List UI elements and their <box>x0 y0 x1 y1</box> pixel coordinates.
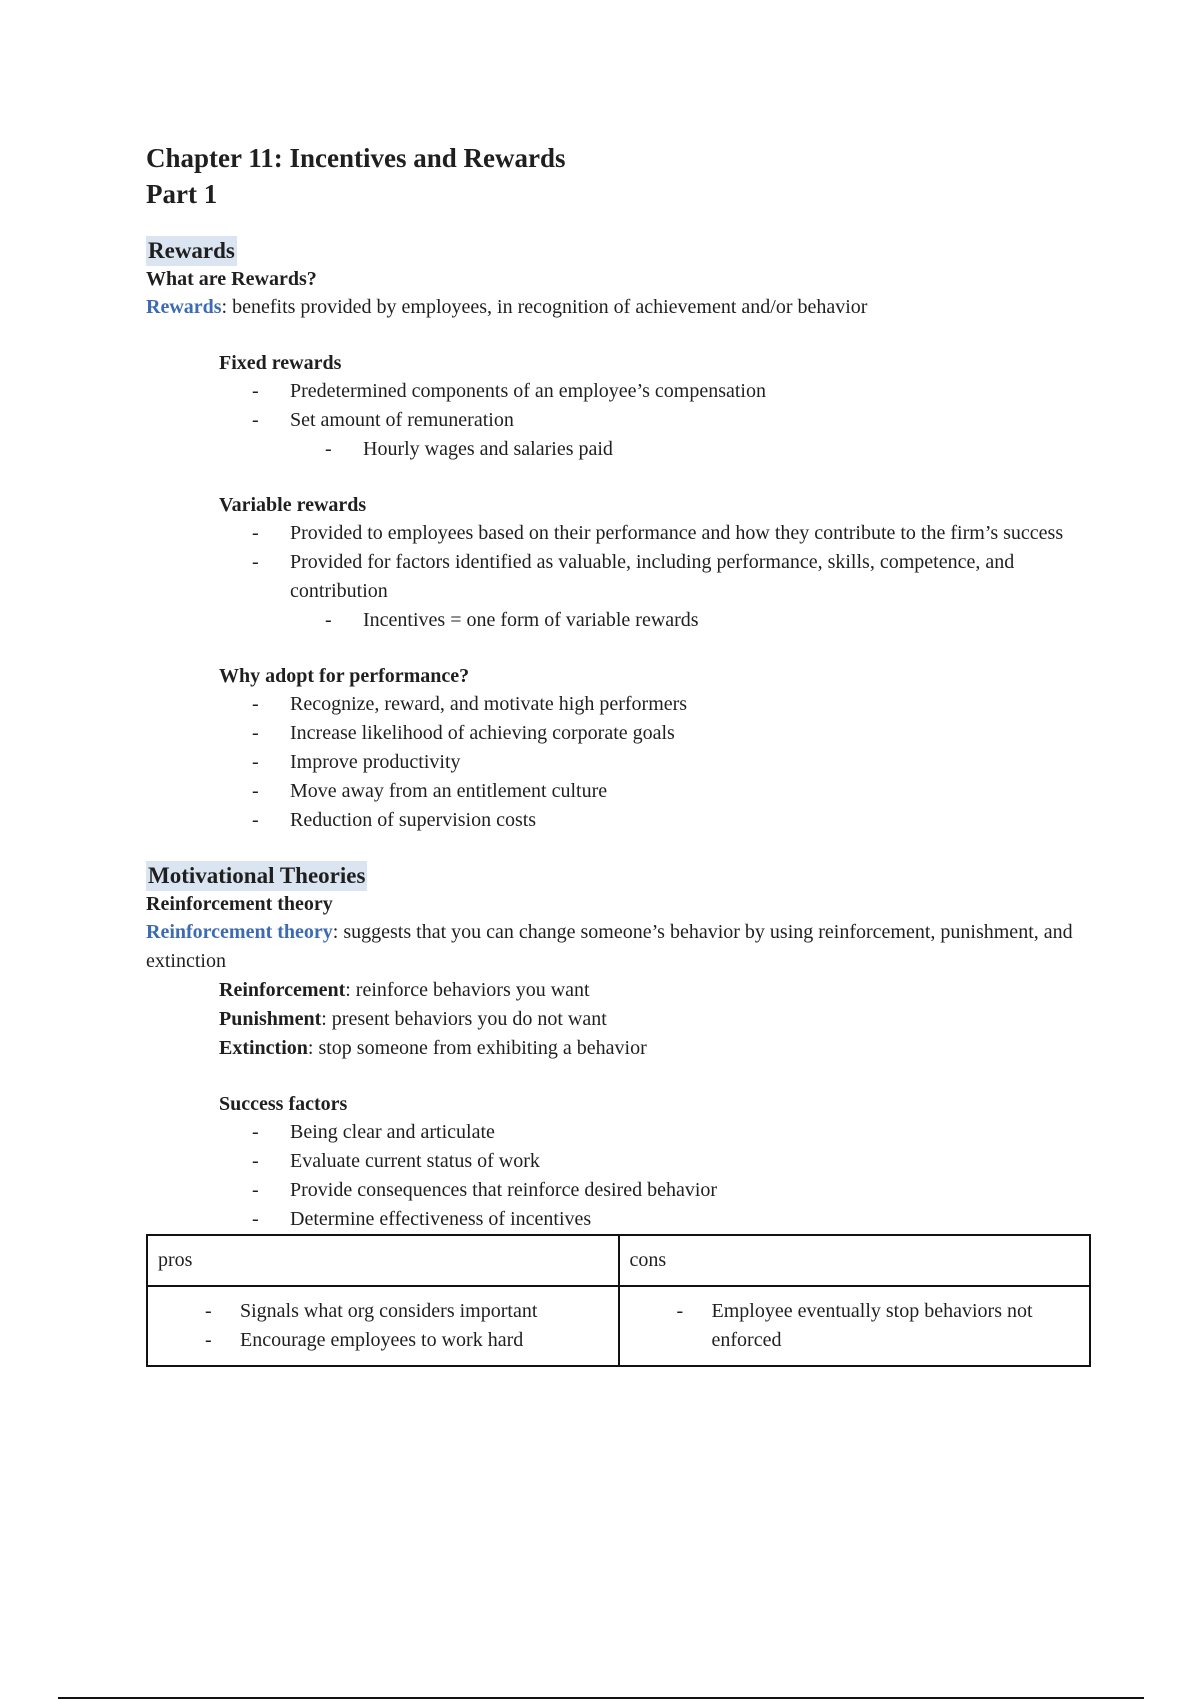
pros-cons-table <box>146 1234 1091 1367</box>
list-item: - Move away from an entitlement culture <box>252 780 608 802</box>
list-item: - Predetermined components of an employee’s compensation <box>252 380 766 402</box>
list-item: - Evaluate current status of work <box>252 1150 540 1172</box>
list-item: - Being clear and articulate <box>252 1121 495 1143</box>
subheading-what-are-rewards: What are Rewards? <box>146 268 317 290</box>
table-header-row <box>147 1235 1090 1286</box>
list-item: - Encourage employees to work hard <box>205 1329 524 1351</box>
term-line: Reinforcement: reinforce behaviors you want <box>219 979 590 1001</box>
term-line: Punishment: present behaviors you do not want <box>219 1008 607 1030</box>
table-header-pros: pros <box>147 1235 619 1286</box>
why-adopt-title: Why adopt for performance? <box>219 665 470 687</box>
list-item: - Determine effectiveness of incentives <box>252 1208 592 1230</box>
table-header-cons: cons <box>619 1235 1091 1286</box>
list-item: - Provided to employees based on their performance and how they contribute to the firm’s success <box>252 522 1064 544</box>
list-item: - Provided for factors identified as valuable, including performance, skills, competence, and contribution - Incentives = one form of variable rewards <box>290 548 1086 635</box>
reinforcement-definition <box>146 918 1086 976</box>
list-item: - Signals what org considers important <box>205 1300 538 1322</box>
success-factors-list <box>252 1118 1086 1234</box>
subheading-reinforcement-theory: Reinforcement theory <box>146 893 333 915</box>
why-adopt-list <box>252 690 1086 835</box>
term-line: Extinction: stop someone from exhibiting a behavior <box>219 1037 647 1059</box>
list-item: - Employee eventually stop behaviors not enforced <box>676 1300 1033 1351</box>
doc-title: Chapter 11: Incentives and Rewards <box>146 143 566 173</box>
list-item: - Increase likelihood of achieving corporate goals <box>252 722 675 744</box>
section-heading-rewards: Rewards <box>146 236 237 266</box>
cons-cell <box>619 1286 1091 1366</box>
cons-list <box>676 1297 1080 1355</box>
list-item: - Recognize, reward, and motivate high performers <box>252 693 688 715</box>
section-heading-motivational-theories: Motivational Theories <box>146 861 367 891</box>
pros-list <box>205 1297 608 1355</box>
list-item: - Set amount of remuneration - Hourly wages and salaries paid <box>290 406 1086 464</box>
success-factors-title: Success factors <box>219 1093 348 1115</box>
list-item: - Reduction of supervision costs <box>252 809 537 831</box>
doc-subtitle: Part 1 <box>146 179 218 209</box>
term-reinforcement-theory: Reinforcement theory <box>146 921 333 943</box>
list-item: - Incentives = one form of variable rewards <box>325 609 699 631</box>
variable-rewards-list <box>252 519 1086 635</box>
variable-rewards-title: Variable rewards <box>219 494 367 516</box>
rewards-definition-text: : benefits provided by employees, in recognition of achievement and/or behavior <box>221 296 868 318</box>
fixed-rewards-title: Fixed rewards <box>219 352 342 374</box>
table-row <box>147 1286 1090 1366</box>
fixed-rewards-list <box>252 377 1086 464</box>
list-item: - Improve productivity <box>252 751 461 773</box>
document-page <box>146 140 1086 1367</box>
page-bottom-rule <box>58 1697 1144 1699</box>
reinforcement-definition-text: : suggests that you can change someone’s behavior by using reinforcement, punishment, and extinction <box>146 921 1073 972</box>
list-item: - Hourly wages and salaries paid <box>325 438 613 460</box>
pros-cell <box>147 1286 619 1366</box>
fixed-rewards-sublist <box>325 435 1086 464</box>
list-item: - Provide consequences that reinforce desired behavior <box>252 1179 718 1201</box>
term-rewards: Rewards <box>146 296 222 318</box>
variable-rewards-sublist <box>325 606 1086 635</box>
rewards-definition <box>146 293 1086 322</box>
